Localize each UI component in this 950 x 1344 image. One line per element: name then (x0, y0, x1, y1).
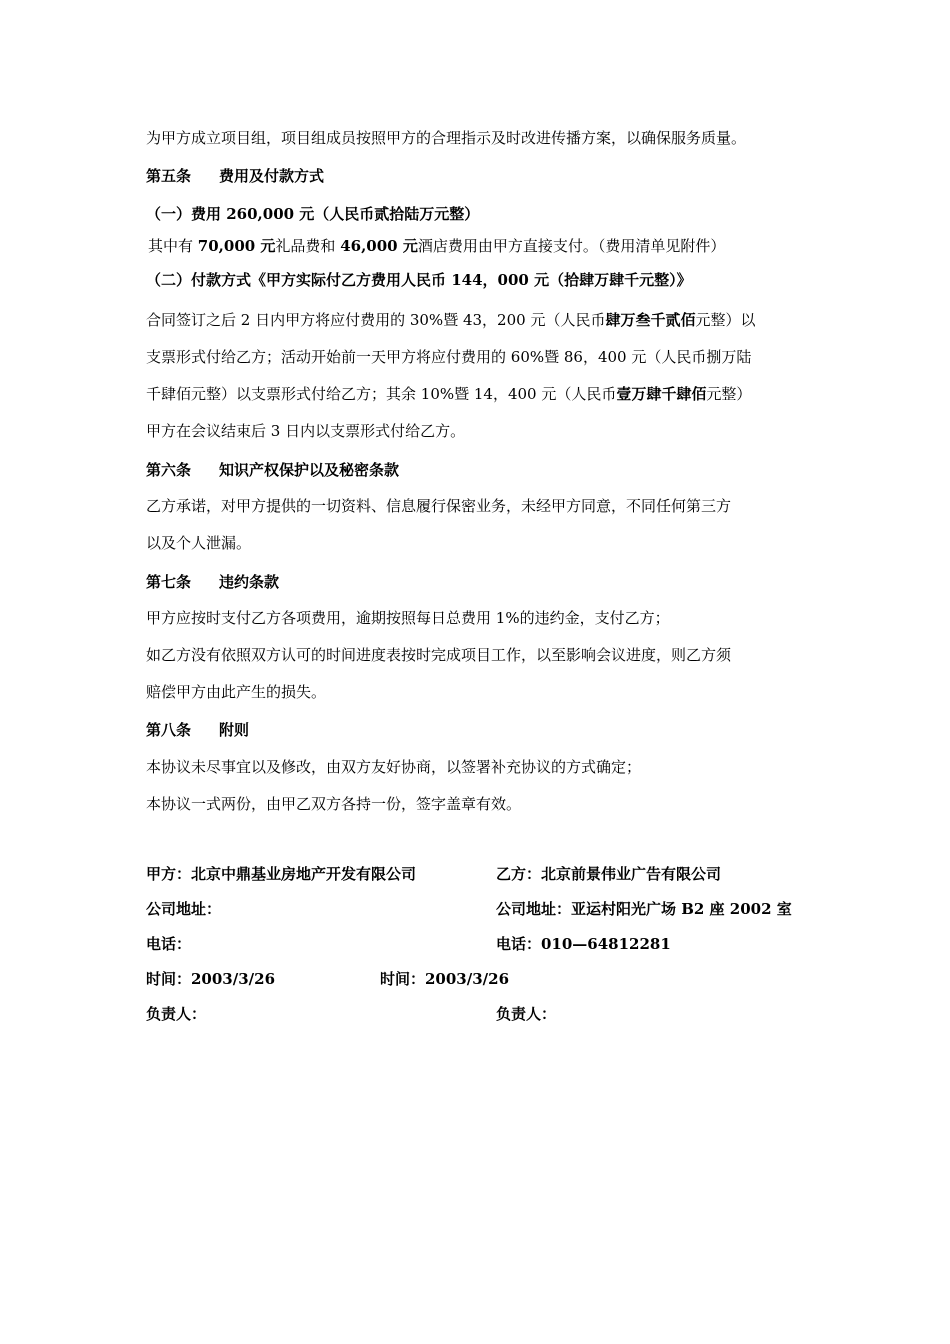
text-segment: 元整） (706, 385, 752, 403)
supplementary-line-2: 本协议一式两份，由甲乙双方各持一份，签字盖章有效。 (146, 795, 522, 813)
breach-line-2: 如乙方没有依照双方认可的时间进度表按时完成项目工作，以至影响会议进度，则乙方须 (146, 646, 732, 664)
breach-line-1: 甲方应按时支付乙方各项费用，逾期按照每日总费用 1%的违约金，支付乙方； (146, 609, 670, 627)
article-8-heading (146, 720, 249, 740)
party-a-date: 时间：2003/3/26 (146, 970, 276, 988)
payment-paragraph-line-1 (146, 310, 755, 330)
amount-in-words: 壹万肆千肆佰 (616, 385, 707, 403)
text-segment: 元整）以 (695, 311, 756, 329)
payment-item-2: （二）付款方式《甲方实际付乙方费用人民币 144，000 元（拾肆万肆千元整）》 (146, 271, 692, 289)
article-7-heading (146, 572, 279, 592)
confidentiality-line-1: 乙方承诺，对甲方提供的一切资料、信息履行保密业务，未经甲方同意，不同任何第三方 (146, 497, 732, 515)
gift-fee-amount: 70,000 元 (197, 237, 276, 255)
party-a-address: 公司地址： (146, 900, 222, 918)
party-b-address: 公司地址：亚运村阳光广场 B2 座 2002 室 (496, 900, 792, 918)
article-number: 第八条 (146, 721, 192, 739)
confidentiality-line-2: 以及个人泄漏。 (146, 534, 252, 552)
breach-line-3: 赔偿甲方由此产生的损失。 (146, 683, 327, 701)
party-b-date: 时间：2003/3/26 (380, 970, 510, 988)
payment-paragraph-line-4: 甲方在会议结束后 3 日内以支票形式付给乙方。 (146, 422, 466, 440)
text-segment: 其中有 (148, 237, 198, 255)
party-b-responsible: 负责人： (496, 1005, 557, 1023)
text-segment: 合同签订之后 2 日内甲方将应付费用的 30%暨 43，200 元（人民币 (146, 311, 606, 329)
article-title: 费用及付款方式 (219, 167, 325, 185)
text-segment: 礼品费和 (275, 237, 341, 255)
article-6-heading (146, 460, 399, 480)
payment-paragraph-line-2: 支票形式付给乙方；活动开始前一天甲方将应付费用的 60%暨 86，400 元（人民币捌万陆 (146, 348, 752, 366)
article-title: 附则 (219, 721, 250, 739)
article-number: 第五条 (146, 167, 192, 185)
article-title: 违约条款 (219, 573, 280, 591)
party-a-responsible: 负责人： (146, 1005, 207, 1023)
text-segment: 千肆佰元整）以支票形式付给乙方；其余 10%暨 14，400 元（人民币 (146, 385, 617, 403)
party-a-name: 甲方：北京中鼎基业房地产开发有限公司 (146, 865, 417, 883)
payment-paragraph-line-3 (146, 384, 751, 404)
intro-paragraph: 为甲方成立项目组，项目组成员按照甲方的合理指示及时改进传播方案，以确保服务质量。 (146, 129, 747, 147)
article-number: 第七条 (146, 573, 192, 591)
party-b-phone: 电话：010—64812281 (496, 935, 671, 953)
party-b-name: 乙方：北京前景伟业广告有限公司 (496, 865, 722, 883)
article-title: 知识产权保护以及秘密条款 (219, 461, 400, 479)
article-number: 第六条 (146, 461, 192, 479)
amount-in-words: 肆万叁千贰佰 (605, 311, 696, 329)
party-a-phone: 电话： (146, 935, 192, 953)
article-5-heading (146, 166, 324, 186)
hotel-fee-amount: 46,000 元 (340, 237, 418, 255)
text-segment: 酒店费用由甲方直接支付。（费用清单见附件） (417, 237, 726, 255)
fee-item-1: （一）费用 260,000 元（人民币贰拾陆万元整） (146, 205, 480, 223)
supplementary-line-1: 本协议未尽事宜以及修改，由双方友好协商，以签署补充协议的方式确定； (146, 758, 642, 776)
fee-breakdown (148, 236, 725, 256)
